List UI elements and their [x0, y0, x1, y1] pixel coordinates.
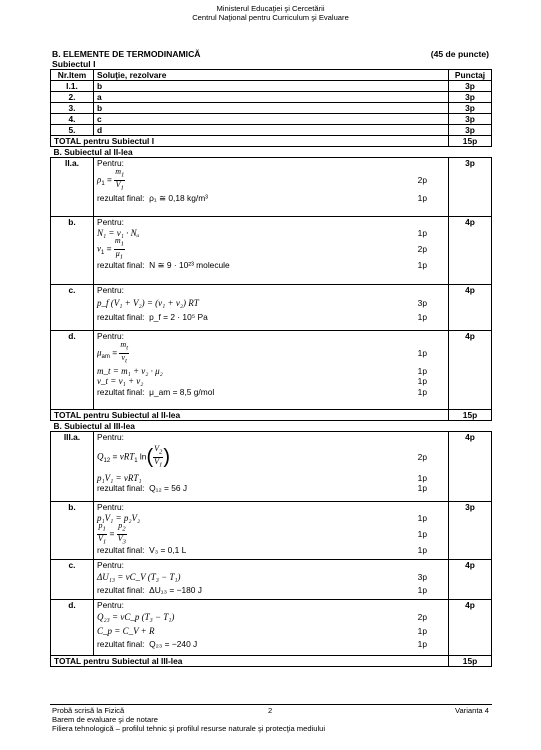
table-row: II.a. Pentru: $\rho_1$ = $\frac{m_1}{V_1}$ 2p rezultat final: ρ₁ ≅ 0,18 kg/m³ 1p 3p [51, 158, 492, 217]
solution-cell: Pentru: p_f (V₁ + V₂) = (ν₁ + ν₂) RT 3p rezultat final: p_f = 2 · 10⁵ Pa 1p [94, 285, 449, 331]
table-row: 5. d 3p [51, 125, 492, 136]
solution-cell: Pentru: p₁V₁ = p₂V₂ 1p $\frac{p_1}{V_1}$ = $\frac{p_2}{V_3}$ 1p rezultat final: V₃ = 0,1 L 1p [94, 502, 449, 560]
formula: $Q_{12} = \nu RT_1$ ln( $\frac{V_2}{V_1}$ ) [97, 444, 170, 469]
table-row: d. Pentru: Q₂₃ = νC_p (T₃ − T₁) 2p C_p = C_V + R 1p rezultat final: Q₂₃ = −240 J 1p 4p [51, 600, 492, 656]
solution-cell: Pentru: N₁ = ν₁ · Nₐ 1p $\nu_1$ = $\frac{m_1}{\mu_1}$ 2p rezultat final: N ≅ 9 · 10²³ molecule 1p [94, 217, 449, 285]
footer-grading: Barem de evaluare şi de notare [52, 715, 158, 724]
table-row: 3. b 3p [51, 103, 492, 114]
table-row: c. Pentru: ΔU₁₃ = νC_V (T₃ − T₁) 3p rezultat final: ΔU₁₃ = −180 J 1p 4p [51, 560, 492, 600]
table-row: 2. a 3p [51, 92, 492, 103]
section-row: B. Subiectul al II-lea [51, 147, 492, 158]
header-item: Nr.Item [51, 70, 94, 81]
formula: $\mu_{am}$ = $\frac{m_t}{\nu_t}$ [97, 340, 129, 365]
solution-cell: Pentru: $\mu_{am}$ = $\frac{m_t}{\nu_t}$ 1p m_t = m₁ + ν₂ · μ₂ 1p ν_t = ν₁ + ν₂ 1p rezultat final: μ_am = 8,5 g/mol 1p [94, 331, 449, 410]
footer-page-number: 2 [268, 706, 273, 715]
solution-cell: Pentru: $\rho_1$ = $\frac{m_1}{V_1}$ 2p rezultat final: ρ₁ ≅ 0,18 kg/m³ 1p [94, 158, 449, 217]
table-row: b. Pentru: N₁ = ν₁ · Nₐ 1p $\nu_1$ = $\frac{m_1}{\mu_1}$ 2p rezultat final: N ≅ 9 · 10²³ molecule 1p 4p [51, 217, 492, 285]
header-center: Centrul Naţional pentru Curriculum şi Evaluare [192, 13, 349, 22]
solution-cell: Pentru: Q₂₃ = νC_p (T₃ − T₁) 2p C_p = C_V + R 1p rezultat final: Q₂₃ = −240 J 1p [94, 600, 449, 656]
footer-variant: Varianta 4 [454, 706, 489, 715]
header-solution: Soluţie, rezolvare [94, 70, 449, 81]
formula: $\nu_1$ = $\frac{m_1}{\mu_1}$ [97, 235, 124, 261]
table-row: c. Pentru: p_f (V₁ + V₂) = (ν₁ + ν₂) RT 3p rezultat final: p_f = 2 · 10⁵ Pa 1p 4p [51, 285, 492, 331]
total-row: TOTAL pentru Subiectul I 15p [51, 136, 492, 147]
subject-1-title: Subiectul I [52, 59, 96, 69]
section-row: B. Subiectul al III-lea [51, 421, 492, 432]
grading-table [50, 69, 492, 667]
formula: $\rho_1$ = $\frac{m_1}{V_1}$ [97, 167, 125, 192]
solution-cell: Pentru: $Q_{12} = \nu RT_1$ ln( $\frac{V_2}{V_1}$ ) 2p p₁V₁ = νRT₁ 1p rezultat final: Q₁₂ = 56 J 1p [94, 432, 449, 502]
footer-track: Filiera tehnologică – profilul tehnic şi profilul resurse naturale şi protecţia mediului [52, 724, 326, 733]
total-row: TOTAL pentru Subiectul al III-lea 15p [51, 656, 492, 667]
table-row: 4. c 3p [51, 114, 492, 125]
solution-cell: Pentru: ΔU₁₃ = νC_V (T₃ − T₁) 3p rezultat final: ΔU₁₃ = −180 J 1p [94, 560, 449, 600]
table-row: I.1. b 3p [51, 81, 492, 92]
footer-divider [50, 704, 492, 705]
header-score: Punctaj [449, 70, 492, 81]
total-row: TOTAL pentru Subiectul al II-lea 15p [51, 410, 492, 421]
footer-exam: Probă scrisă la Fizică [52, 706, 125, 715]
table-row: III.a. Pentru: $Q_{12} = \nu RT_1$ ln( $\frac{V_2}{V_1}$ ) 2p p₁V₁ = νRT₁ 1p rezultat final: Q₁₂ = 56 J 1p 4p [51, 432, 492, 502]
table-header-row [51, 70, 492, 81]
table-row: d. Pentru: $\mu_{am}$ = $\frac{m_t}{\nu_t}$ 1p m_t = m₁ + ν₂ · μ₂ 1p ν_t = ν₁ + ν₂ 1p rezultat final: μ_am = 8,5 g/mol 1p 4p [51, 331, 492, 410]
formula: $\frac{p_1}{V_1}$ = $\frac{p_2}{V_3}$ [98, 520, 126, 546]
section-title: B. ELEMENTE DE TERMODINAMICĂ [52, 49, 201, 59]
section-points: (45 de puncte) [430, 49, 489, 59]
header-ministry: Ministerul Educaţiei şi Cercetării [216, 4, 325, 13]
table-row: b. Pentru: p₁V₁ = p₂V₂ 1p $\frac{p_1}{V_1}$ = $\frac{p_2}{V_3}$ 1p rezultat final: V₃ = 0,1 L 1p 3p [51, 502, 492, 560]
